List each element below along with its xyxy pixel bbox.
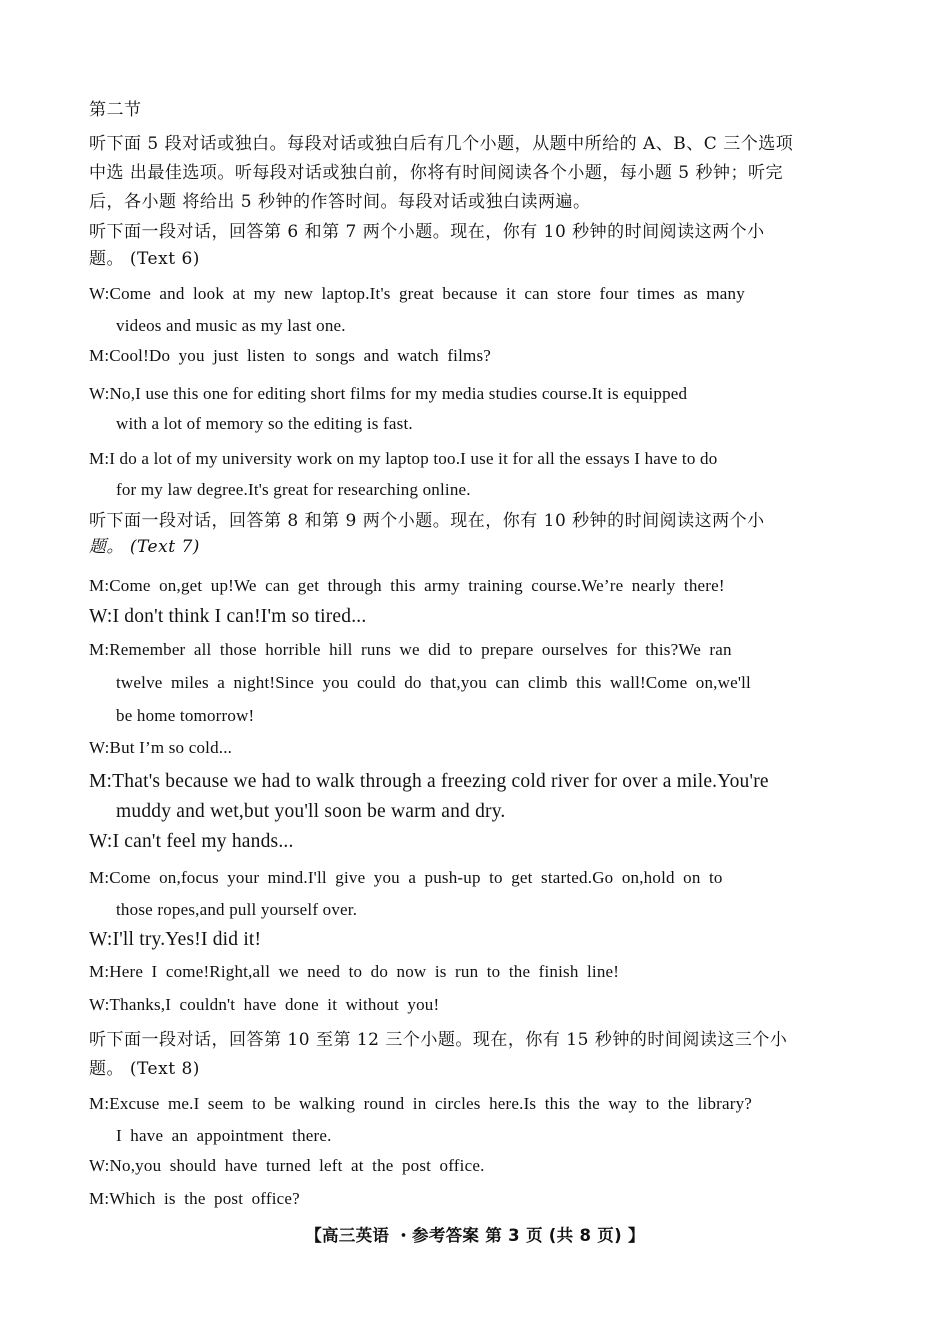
dialogue-line: with a lot of memory so the editing is fast. — [116, 414, 413, 433]
dialogue-line: M:I do a lot of my university work on my laptop too.I use it for all the essays I have to do — [89, 449, 718, 468]
dialogue-line: twelve miles a night!Since you could do that,you can climb this wall!Come on,we'll — [116, 673, 751, 692]
text7-intro-label: 题。 (Text 7) — [89, 537, 200, 557]
page-footer: 【高三英语 ・参考答案 第 3 页 (共 8 页) 】 — [305, 1226, 645, 1245]
instruction-line: 后，各小题 将给出 5 秒钟的作答时间。每段对话或独白读两遍。 — [89, 192, 591, 212]
dialogue-line: M:Here I come!Right,all we need to do now is run to the finish line! — [89, 962, 620, 981]
dialogue-line: W:No,you should have turned left at the post office. — [89, 1156, 485, 1175]
dialogue-line: I have an appointment there. — [116, 1126, 332, 1145]
dialogue-line: those ropes,and pull yourself over. — [116, 900, 358, 919]
dialogue-line: W:No,I use this one for editing short films for my media studies course.It is equipped — [89, 384, 688, 403]
text8-intro-label: 题。 (Text 8) — [89, 1059, 200, 1079]
dialogue-line: M:That's because we had to walk through a freezing cold river for over a mile.You're — [89, 771, 769, 792]
dialogue-line: for my law degree.It's great for researching online. — [116, 480, 471, 499]
dialogue-line: M:Cool!Do you just listen to songs and watch films? — [89, 346, 492, 365]
dialogue-line: videos and music as my last one. — [116, 316, 346, 335]
dialogue-line: M:Remember all those horrible hill runs we did to prepare ourselves for this?We ran — [89, 640, 732, 659]
text7-intro-line: 听下面一段对话，回答第 8 和第 9 两个小题。现在，你有 10 秒钟的时间阅读这两个小 — [89, 511, 765, 531]
text6-intro-label: 题。 (Text 6) — [89, 249, 200, 269]
dialogue-line: be home tomorrow! — [116, 706, 255, 725]
instruction-line: 听下面 5 段对话或独白。每段对话或独白后有几个小题，从题中所给的 A、B、C 三个选项 — [89, 134, 794, 154]
dialogue-line: W:I'll try.Yes!I did it! — [89, 929, 262, 950]
dialogue-line: W:But I’m so cold... — [89, 738, 233, 757]
section-title: 第二节 — [89, 100, 142, 120]
dialogue-line: W:Come and look at my new laptop.It's great because it can store four times as many — [89, 284, 745, 303]
dialogue-line: M:Come on,get up!We can get through this army training course.We’re nearly there! — [89, 576, 725, 595]
text6-intro-line: 听下面一段对话，回答第 6 和第 7 两个小题。现在，你有 10 秒钟的时间阅读这两个小 — [89, 222, 765, 242]
text8-intro-line: 听下面一段对话，回答第 10 至第 12 三个小题。现在，你有 15 秒钟的时间阅读这三个小 — [89, 1030, 788, 1050]
dialogue-line: W:I don't think I can!I'm so tired... — [89, 606, 367, 627]
dialogue-line: W:I can't feel my hands... — [89, 831, 294, 852]
dialogue-line: M:Excuse me.I seem to be walking round in circles here.Is this the way to the library? — [89, 1094, 753, 1113]
dialogue-line: muddy and wet,but you'll soon be warm and dry. — [116, 801, 506, 822]
dialogue-line: W:Thanks,I couldn't have done it without you! — [89, 995, 440, 1014]
instruction-line: 中选 出最佳选项。听每段对话或独白前，你将有时间阅读各个小题，每小题 5 秒钟；听完 — [89, 163, 784, 183]
dialogue-line: M:Which is the post office? — [89, 1189, 300, 1208]
dialogue-line: M:Come on,focus your mind.I'll give you a push-up to get started.Go on,hold on to — [89, 868, 723, 887]
